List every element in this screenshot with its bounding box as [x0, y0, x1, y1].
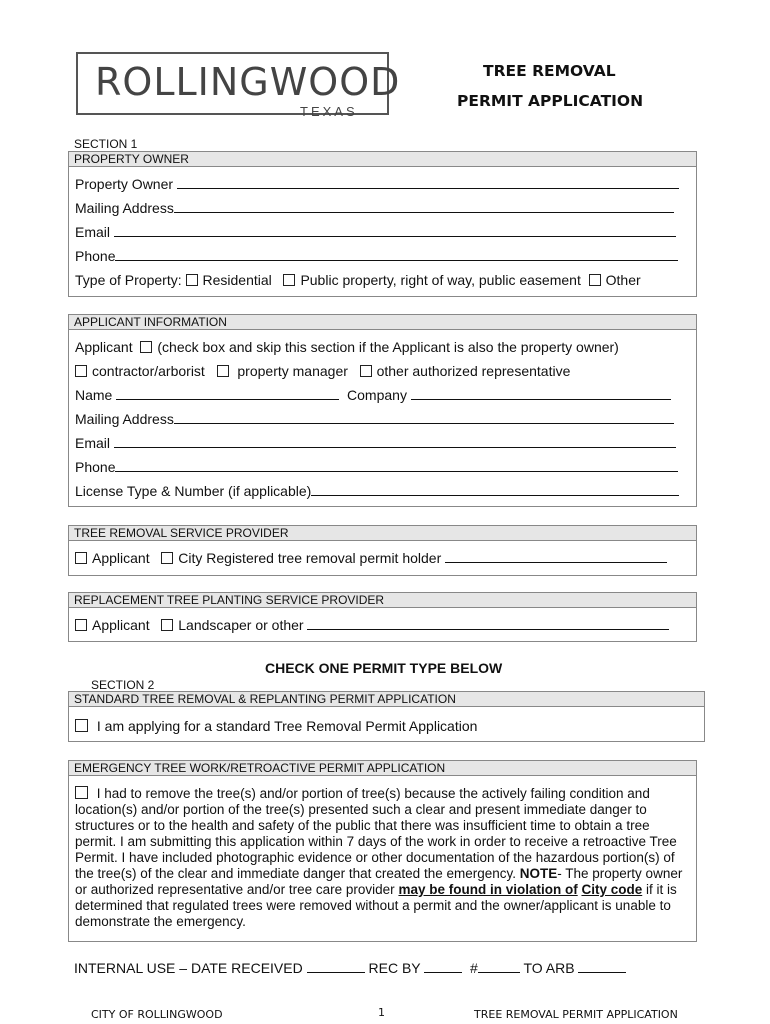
- applicant-email-label: Email: [75, 435, 111, 451]
- number-label: #: [470, 960, 478, 976]
- owner-phone-field[interactable]: [115, 248, 678, 261]
- to-arb-field[interactable]: [578, 960, 626, 973]
- public-property-label: Public property, right of way, public easement: [300, 272, 581, 288]
- landscaper-checkbox[interactable]: [161, 619, 173, 631]
- logo-state: TEXAS: [300, 104, 358, 119]
- replacement-applicant-checkbox[interactable]: [75, 619, 87, 631]
- footer-title: TREE REMOVAL PERMIT APPLICATION: [474, 1008, 678, 1021]
- emergency-permit-header: EMERGENCY TREE WORK/RETROACTIVE PERMIT APPLICATION: [69, 761, 696, 776]
- company-field[interactable]: [411, 387, 671, 400]
- contractor-checkbox[interactable]: [75, 365, 87, 377]
- residential-label: Residential: [202, 272, 272, 288]
- owner-phone-label: Phone: [75, 248, 116, 264]
- number-field[interactable]: [478, 960, 520, 973]
- standard-permit-checkbox[interactable]: [75, 719, 88, 732]
- section2-label: SECTION 2: [91, 678, 155, 692]
- applicant-mailing-label: Mailing Address: [75, 411, 174, 427]
- applicant-email-field[interactable]: [114, 435, 676, 448]
- applicant-phone-field[interactable]: [115, 459, 678, 472]
- date-received-field[interactable]: [307, 960, 365, 973]
- owner-mailing-field[interactable]: [174, 200, 674, 213]
- applicant-mailing-field[interactable]: [174, 411, 674, 424]
- applicant-skip-note: (check box and skip this section if the Applicant is also the property owner): [157, 339, 619, 355]
- property-owner-field[interactable]: [177, 176, 679, 189]
- service-applicant-label: Applicant: [92, 550, 150, 566]
- authorized-rep-checkbox[interactable]: [360, 365, 372, 377]
- rec-by-field[interactable]: [424, 960, 462, 973]
- owner-email-label: Email: [75, 224, 111, 240]
- registered-holder-field[interactable]: [445, 550, 667, 563]
- residential-checkbox[interactable]: [186, 274, 198, 286]
- property-type-label: Type of Property:: [75, 272, 182, 288]
- property-owner-label: Property Owner: [75, 176, 174, 192]
- emergency-permit-checkbox[interactable]: [75, 786, 88, 799]
- logo-rule-left: [228, 113, 296, 115]
- logo-name: ROLLINGWOOD: [95, 60, 401, 104]
- emergency-violation-1: may be found in violation of: [398, 882, 578, 897]
- other-property-label: Other: [605, 272, 641, 288]
- footer-city: CITY OF ROLLINGWOOD: [91, 1008, 223, 1021]
- to-arb-label: TO ARB: [523, 960, 575, 976]
- registered-holder-label: City Registered tree removal permit holder: [178, 550, 442, 566]
- rec-by-label: REC BY: [368, 960, 421, 976]
- owner-email-field[interactable]: [114, 224, 676, 237]
- check-one-heading: CHECK ONE PERMIT TYPE BELOW: [265, 660, 503, 676]
- applicant-name-label: Name: [75, 387, 113, 403]
- emergency-paragraph: [75, 786, 691, 930]
- section1-label: SECTION 1: [74, 137, 138, 151]
- authorized-rep-label: other authorized representative: [376, 363, 571, 379]
- service-applicant-checkbox[interactable]: [75, 552, 87, 564]
- license-field[interactable]: [311, 483, 679, 496]
- internal-use-row: [74, 960, 626, 976]
- title-line2: PERMIT APPLICATION: [457, 92, 644, 110]
- company-label: Company: [347, 387, 407, 403]
- applicant-name-field[interactable]: [116, 387, 339, 400]
- standard-permit-text: I am applying for a standard Tree Removal Permit Application: [96, 718, 478, 734]
- emergency-text-2: - The property owner or authorized representative and/or tree care provider: [75, 866, 683, 897]
- emergency-note-label: NOTE: [519, 866, 558, 881]
- footer-page-number: 1: [378, 1006, 385, 1019]
- logo-rule-right: [369, 113, 389, 115]
- service-provider-header: TREE REMOVAL SERVICE PROVIDER: [69, 526, 696, 541]
- applicant-label: Applicant: [75, 339, 133, 355]
- landscaper-field[interactable]: [307, 617, 669, 630]
- applicant-is-owner-checkbox[interactable]: [140, 341, 152, 353]
- title-line1: TREE REMOVAL: [483, 62, 616, 80]
- contractor-label: contractor/arborist: [92, 363, 205, 379]
- property-manager-label: property manager: [237, 363, 348, 379]
- registered-holder-checkbox[interactable]: [161, 552, 173, 564]
- owner-mailing-label: Mailing Address: [75, 200, 174, 216]
- standard-permit-header: STANDARD TREE REMOVAL & REPLANTING PERMIT APPLICATION: [69, 692, 704, 707]
- emergency-text-3: if it is determined that regulated trees were removed without a permit and the owner/applicant is unable to demonstrate the emergency.: [75, 882, 677, 929]
- date-received-label: INTERNAL USE – DATE RECEIVED: [74, 960, 303, 976]
- applicant-header: APPLICANT INFORMATION: [69, 315, 696, 330]
- standard-permit-section: [68, 691, 705, 742]
- property-manager-checkbox[interactable]: [217, 365, 229, 377]
- replacement-applicant-label: Applicant: [92, 617, 150, 633]
- emergency-violation-2: City code: [581, 882, 643, 897]
- property-owner-header: PROPERTY OWNER: [69, 152, 696, 167]
- public-property-checkbox[interactable]: [283, 274, 295, 286]
- replacement-header: REPLACEMENT TREE PLANTING SERVICE PROVIDER: [69, 593, 696, 608]
- landscaper-label: Landscaper or other: [178, 617, 304, 633]
- other-property-checkbox[interactable]: [589, 274, 601, 286]
- applicant-phone-label: Phone: [75, 459, 116, 475]
- emergency-text-1: I had to remove the tree(s) and/or portion of tree(s) because the actively failing condition and location(s) and/or portion of the tree(s) presented such a clear and present immediate danger to structures or to the health and safety of the public that there was insufficient time to obtain a tree permit. I am submitting this application within 7 days of the work in order to receive a retroactive Tree Permit. I have included photographic evidence or other documentation of the hazardous portion(s) of the tree(s) of the clear and immediate danger that created the emergency.: [75, 786, 677, 881]
- license-label: License Type & Number (if applicable): [75, 483, 312, 499]
